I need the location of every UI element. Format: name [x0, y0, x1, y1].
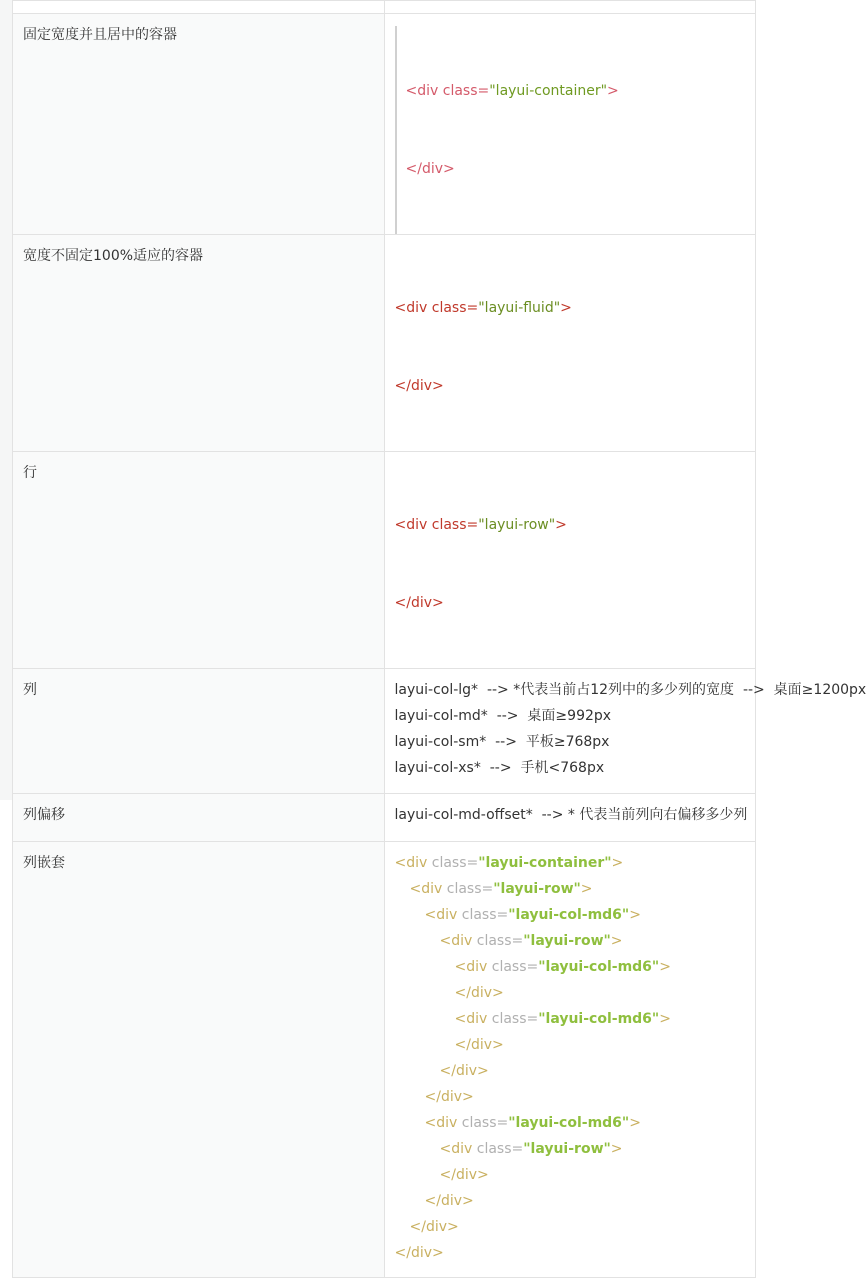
table-row [13, 14, 756, 235]
table-row [13, 452, 756, 669]
text-line: layui-col-xs* --> 手机<768px [394, 760, 605, 776]
code-attr: class= [461, 1115, 509, 1131]
code-value: "layui-row" [523, 1141, 611, 1157]
code-tag: </div> [439, 1167, 489, 1183]
code-tag: <div [454, 959, 492, 975]
code-tag: > [610, 1141, 623, 1157]
code-line [395, 1136, 746, 1162]
code-line [395, 928, 746, 954]
layout-reference-table [12, 0, 866, 1278]
table-cell [384, 1, 756, 14]
code-tag: <div [424, 907, 462, 923]
code-tag: <div [394, 855, 432, 871]
code-attr: class= [446, 881, 494, 897]
code-line [395, 1058, 746, 1084]
code-value: "layui-fluid" [478, 300, 561, 316]
row-value [384, 669, 866, 794]
code-tag: <div class= [394, 300, 479, 316]
code-attr: class= [476, 933, 524, 949]
row-value [384, 14, 756, 235]
code-value: "layui-col-md6" [508, 907, 630, 923]
table-row [13, 842, 756, 1278]
code-line [395, 1188, 746, 1214]
text-line: layui-col-md-offset* --> * 代表当前列向右偏移多少列 [394, 807, 748, 823]
row-value [384, 842, 756, 1278]
code-attr: class= [461, 907, 509, 923]
row-label: 列偏移 [13, 794, 385, 842]
code-attr: class= [431, 855, 479, 871]
code-value: "layui-container" [478, 855, 612, 871]
table-row [13, 794, 756, 842]
text-line: layui-col-md* --> 桌面≥992px [394, 708, 612, 724]
code-line [395, 1110, 746, 1136]
code-attr: class= [476, 1141, 524, 1157]
code-line [395, 980, 746, 1006]
code-line [395, 1084, 746, 1110]
text-line: layui-col-lg* --> *代表当前占12列中的多少列的宽度 --> 桌面≥1200px [394, 682, 866, 698]
row-label: 列 [13, 669, 385, 794]
code-value: "layui-row" [493, 881, 581, 897]
code-tag: </div> [454, 985, 504, 1001]
code-attr: class= [491, 959, 539, 975]
code-tag: </div> [439, 1063, 489, 1079]
code-tag: > [610, 933, 623, 949]
code-tag: <div [454, 1011, 492, 1027]
code-value: "layui-container" [489, 83, 608, 99]
code-value: "layui-row" [523, 933, 611, 949]
code-line [395, 1240, 746, 1266]
code-tag: </div> [454, 1037, 504, 1053]
code-tag: <div [409, 881, 447, 897]
code-value: "layui-col-md6" [538, 959, 660, 975]
code-tag: </div> [394, 595, 444, 611]
row-label: 宽度不固定100%适应的容器 [13, 235, 385, 452]
text-line: layui-col-sm* --> 平板≥768px [394, 734, 610, 750]
row-label: 行 [13, 452, 385, 669]
row-label: 固定宽度并且居中的容器 [13, 14, 385, 235]
code-line [395, 954, 746, 980]
code-quote [395, 26, 746, 234]
code-value: "layui-col-md6" [538, 1011, 660, 1027]
code-tag: <div [424, 1115, 462, 1131]
code-line [395, 1032, 746, 1058]
code-tag: > [607, 83, 619, 99]
code-line [395, 1006, 746, 1032]
code-tag: <div [439, 933, 477, 949]
code-tag: <div [439, 1141, 477, 1157]
code-tag: </div> [424, 1089, 474, 1105]
code-tag: > [629, 907, 641, 923]
code-tag: > [659, 959, 671, 975]
code-tag: > [611, 855, 624, 871]
code-tag: > [580, 881, 593, 897]
code-value: "layui-col-md6" [508, 1115, 630, 1131]
table-row [13, 235, 756, 452]
table-header-row [13, 1, 756, 14]
row-label: 列嵌套 [13, 842, 385, 1278]
code-attr: class= [491, 1011, 539, 1027]
code-value: "layui-row" [478, 517, 556, 533]
row-value [384, 452, 756, 669]
code-tag: </div> [405, 161, 455, 177]
code-line [395, 850, 746, 876]
code-tag: <div class= [394, 517, 479, 533]
code-tag: > [560, 300, 572, 316]
code-tag: </div> [394, 378, 444, 394]
code-tag: </div> [409, 1219, 459, 1235]
code-line [395, 902, 746, 928]
row-value [384, 235, 756, 452]
table-row [13, 669, 756, 794]
code-tag: > [629, 1115, 641, 1131]
code-line [395, 1214, 746, 1240]
code-tag: > [659, 1011, 671, 1027]
table-cell [13, 1, 385, 14]
code-tag: > [555, 517, 567, 533]
code-tag: <div class= [405, 83, 490, 99]
code-tag: </div> [394, 1245, 444, 1261]
row-value [384, 794, 756, 842]
code-line [395, 1162, 746, 1188]
code-tag: </div> [424, 1193, 474, 1209]
code-line [395, 876, 746, 902]
